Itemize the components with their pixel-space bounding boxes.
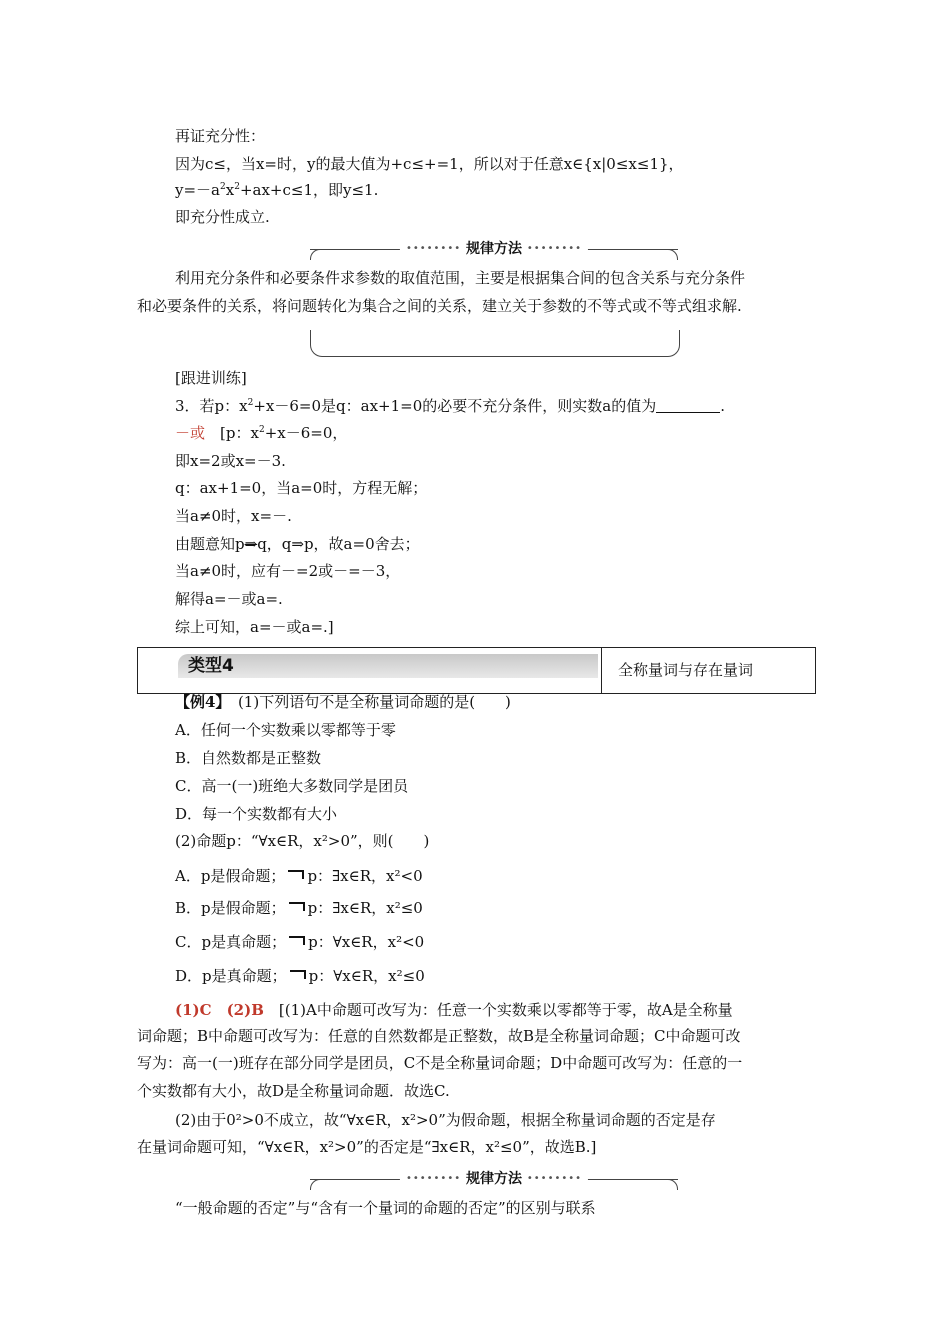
negation-symbol: [289, 936, 305, 945]
solution-line: 个实数都有大小，故D是全称量词命题．故选C.: [137, 1082, 450, 1100]
solution-line: 在量词命题可知，“∀x∈R，x²>0”的否定是“∃x∈R，x²≤0”，故选B.]: [137, 1138, 597, 1156]
negation-symbol: [288, 870, 304, 879]
option-2b: B．p是假命题； p：∃x∈R，x²≤0: [175, 899, 423, 917]
dots-decoration: ••••••••: [526, 1173, 583, 1184]
type-tag-bg: [178, 654, 598, 678]
answer-blank: [656, 398, 720, 413]
solution-line: (1)C (2)B [(1)A中命题可改写为：任意一个实数乘以零都等于零，故A是全称量: [175, 1001, 733, 1019]
option-a: A．任何一个实数乘以零都等于零: [175, 721, 396, 739]
option-2c: C．p是真命题； p：∀x∈R，x²<0: [175, 933, 425, 951]
example-question-2: (2)命题p：“∀x∈R，x²>0”，则( ): [175, 832, 430, 850]
option-2d: D．p是真命题； p：∀x∈R，x²≤0: [175, 967, 425, 985]
rule-text: 和必要条件的关系，将问题转化为集合之间的关系，建立关于参数的不等式或不等式组求解.: [137, 297, 742, 315]
rule-method-header: [310, 238, 678, 264]
solution-line: 写为：高一(一)班存在部分同学是团员，C不是全称量词命题；D中命题可改写为：任意的一: [137, 1054, 743, 1072]
text-line: $y=-a^2x^2+ax+c\le 1$，即y≤1.: [175, 181, 379, 199]
text-line: 当a≠0时，x=－.: [175, 507, 292, 525]
dots-decoration: ••••••••: [405, 1173, 462, 1184]
text-line: 当a≠0时，应有－=2或－=－3，: [175, 562, 401, 580]
type-title: 全称量词与存在量词: [618, 661, 754, 679]
solution-line: 词命题；B中命题可改写为：任意的自然数都是正整数，故B是全称量词命题；C中命题可改: [137, 1027, 741, 1045]
example-question: 【例4】 (1)下列语句不是全称量词命题的是( ): [175, 693, 511, 711]
answer-value: (1)C (2)B: [175, 1001, 264, 1019]
practice-answer: －或 [p：$x^2+x-6=0$，: [175, 424, 348, 442]
rule-method-label: 规律方法: [466, 1171, 522, 1187]
text-line: 解得a=－或a=.: [175, 590, 283, 608]
type-tag: 类型4: [188, 656, 234, 676]
text-line: 即充分性成立.: [175, 208, 270, 226]
not-implies-arrow: ⇒: [244, 535, 258, 553]
dots-decoration: ••••••••: [526, 243, 583, 254]
practice-question: 3．若p：$x^2+x-6=0$是q：ax+1=0的必要不充分条件，则实数a的值为 .: [175, 397, 725, 415]
text-line: 综上可知，a=－或a=.]: [175, 618, 334, 636]
rule-text: “一般命题的否定”与“含有一个量词的命题的否定”的区别与联系: [175, 1199, 596, 1217]
option-2a: A．p是假命题； p：∃x∈R，x²<0: [175, 867, 423, 885]
rule-text: 利用充分条件和必要条件求参数的取值范围，主要是根据集合间的包含关系与充分条件: [175, 269, 746, 287]
negation-symbol: [289, 902, 305, 911]
option-d: D．每一个实数都有大小: [175, 805, 338, 823]
dots-decoration: ••••••••: [405, 243, 462, 254]
option-b: B．自然数都是正整数: [175, 749, 322, 767]
text-line: 再证充分性：: [175, 127, 266, 145]
text-line: 因为c≤，当x=时，y的最大值为+c≤+=1，所以对于任意x∈{x|0≤x≤1}，: [175, 155, 684, 173]
solution-line: (2)由于0²>0不成立，故“∀x∈R，x²>0”为假命题，根据全称量词命题的否定是存: [175, 1111, 716, 1129]
option-c: C．高一(一)班绝大多数同学是团员: [175, 777, 409, 795]
rule-method-label: 规律方法: [466, 241, 522, 257]
text-line: q：ax+1=0，当a=0时，方程无解；: [175, 479, 428, 497]
rule-method-header: [310, 1168, 678, 1194]
type-header-box: [137, 647, 816, 694]
negation-symbol: [290, 970, 306, 979]
answer-value: －或: [175, 424, 206, 442]
practice-title: [跟进训练]: [175, 369, 247, 387]
text-line: 由题意知p⇒q，q⇒p，故a=0舍去；: [175, 535, 420, 553]
rule-method-footer: [310, 330, 680, 357]
text-line: 即x=2或x=－3.: [175, 452, 286, 470]
